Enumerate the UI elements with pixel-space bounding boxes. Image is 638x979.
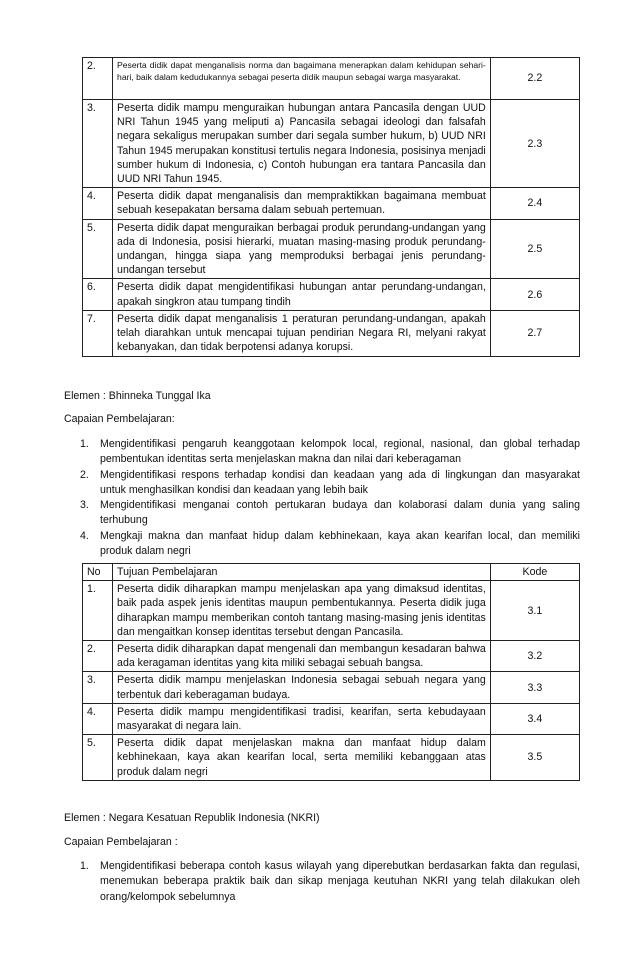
row-description: Peserta didik dapat menguraikan berbagai produk perundang-undangan yang ada di Indonesia, posisi hierarki, muatan masing-masing produk perundang-undangan, hingga siapa yang memproduksi berbagai jenis perundang-undangan tersebut: [113, 219, 491, 279]
table-row: [83, 100, 580, 188]
list-text: Mengkaji makna dan manfaat hidup dalam kebhinekaan, kaya akan kearifan local, dan memiliki produk dalam negri: [100, 529, 580, 558]
row-description: Peserta didik mampu menjelaskan Indonesia sebagai sebuah negara yang terbentuk dari keberagaman budaya.: [113, 672, 491, 703]
row-code: 2.7: [490, 310, 579, 356]
list-marker: 1.: [80, 860, 89, 872]
list-text: Mengidentifikasi menganai contoh pertukaran budaya dan kolaborasi dalam dunia yang saling terhubung: [100, 499, 580, 527]
cp-heading: Capaian Pembelajaran :: [64, 836, 178, 848]
list-marker: 1.: [80, 438, 89, 450]
row-code: 2.3: [490, 100, 579, 188]
row-description: Peserta didik dapat menganalisis 1 peraturan perundang-undangan, apakah telah diarahkan untuk mencapai tujuan pendirian Negara RI, melyani rakyat kebanyakan, dan tidak berpotensi adanya korupsi.: [113, 310, 491, 356]
list-item: [66, 498, 580, 529]
learning-objectives-table-1: [82, 57, 580, 357]
row-code: 3.5: [490, 735, 579, 781]
row-description: Peserta didik mampu menguraikan hubungan antara Pancasila dengan UUD NRI Tahun 1945 yang meliputi a) Pancasila sebagai ideologi dan falsafah negara sekaligus merupakan sumber dari segala sumber hukum, b) UUD NRI Tahun 1945 merupakan konstitusi tertulis negara Indonesia, posisinya menjadi sumber hukum di Indonesia, c) Contoh hubungan era tantara Pancasila dan UUD NRI Tahun 1945.: [113, 100, 491, 188]
row-number: 2.: [83, 641, 113, 672]
table-row: [83, 219, 580, 279]
row-number: 4.: [83, 188, 113, 219]
header-tujuan: Tujuan Pembelajaran: [113, 564, 491, 581]
element-title-nkri: Elemen : Negara Kesatuan Republik Indonesia (NKRI): [64, 812, 320, 824]
learning-objectives-table-2: [82, 563, 580, 781]
row-number: 1.: [83, 581, 113, 641]
row-code: 2.5: [490, 219, 579, 279]
row-number: 6.: [83, 279, 113, 310]
cp-list-bhinneka: [66, 437, 580, 559]
row-description: Peserta didik dapat menjelaskan makna dan manfaat hidup dalam kebhinekaan, kaya akan kearifan local, serta memiliki kebanggaan atas produk dalam negri: [113, 735, 491, 781]
row-code: 3.3: [490, 672, 579, 703]
list-item: [66, 529, 580, 560]
row-code: 3.2: [490, 641, 579, 672]
row-code: 2.4: [490, 188, 579, 219]
row-number: 4.: [83, 703, 113, 734]
list-item: [66, 437, 580, 468]
row-description: Peserta didik dapat menganalisis dan mempraktikkan bagaimana membuat sebuah kesepakatan bersama dalam sebuah pertemuan.: [113, 188, 491, 219]
row-number: 5.: [83, 219, 113, 279]
row-code: 3.1: [490, 581, 579, 641]
table-row: [83, 672, 580, 703]
row-number: 2.: [83, 58, 113, 100]
list-marker: 4.: [80, 529, 89, 542]
element-title-bhinneka: Elemen : Bhinneka Tunggal Ika: [64, 390, 211, 402]
row-code: 2.2: [490, 58, 579, 100]
cp-list-nkri: [66, 859, 580, 905]
row-description: Peserta didik dapat mengidentifikasi hubungan antar perundang-undangan, apakah singkron atau tumpang tindih: [113, 279, 491, 310]
table-row: [83, 188, 580, 219]
table-row: [83, 279, 580, 310]
table-header-row: [83, 564, 580, 581]
table-row: [83, 641, 580, 672]
row-code: 2.6: [490, 279, 579, 310]
list-text: Mengidentifikasi beberapa contoh kasus wilayah yang diperebutkan berdasarkan fakta dan regulasi, menemukan beberapa praktik baik dan sikap menjaga keutuhan NKRI yang telah dilakukan oleh orang/kelompok sebelumnya: [100, 860, 580, 903]
list-marker: 2.: [80, 468, 89, 481]
row-description: Peserta didik mampu mengidentifikasi tradisi, kearifan, serta kebudayaan masyarakat di negara lain.: [113, 703, 491, 734]
row-number: 7.: [83, 310, 113, 356]
list-item: [66, 468, 580, 499]
list-marker: 3.: [80, 499, 89, 512]
list-item: [66, 859, 580, 905]
table-row: [83, 310, 580, 356]
row-number: 3.: [83, 100, 113, 188]
cp-heading: Capaian Pembelajaran:: [64, 413, 175, 425]
row-number: 3.: [83, 672, 113, 703]
row-number: 5.: [83, 735, 113, 781]
header-kode: Kode: [490, 564, 579, 581]
list-text: Mengidentifikasi respons terhadap kondisi dan keadaan yang ada di lingkungan dan masyarakat untuk menghasilkan kondisi dan keadaan yang lebih baik: [100, 468, 580, 496]
row-description: Peserta didik diharapkan mampu menjelaskan apa yang dimaksud identitas, baik pada aspek jenis identitas maupun pembentukannya. Peserta didik juga diharapkan mampu memberikan contoh tantang masing-masing jenis identitas dan mengaitkan konsep identitas tersebut dengan Pancasila.: [113, 581, 491, 641]
row-code: 3.4: [490, 703, 579, 734]
list-text: Mengidentifikasi pengaruh keanggotaan kelompok local, regional, nasional, dan global terhadap pembentukan identitas serta menjelaskan makna dan nilai dari keberagaman: [100, 438, 580, 466]
row-description: Peserta didik dapat menganalisis norma dan bagaimana menerapkan dalam kehidupan sehari-hari, baik dalam kedudukannya sebagai peserta didik maupun sebagai warga masyarakat.: [113, 58, 491, 100]
table-row: [83, 735, 580, 781]
table-row: [83, 703, 580, 734]
row-description: Peserta didik diharapkan dapat mengenali dan membangun kesadaran bahwa ada keragaman identitas yang kita miliki sebagai sebuah bangsa.: [113, 641, 491, 672]
table-row: [83, 58, 580, 100]
table-row: [83, 581, 580, 641]
header-no: No: [83, 564, 113, 581]
